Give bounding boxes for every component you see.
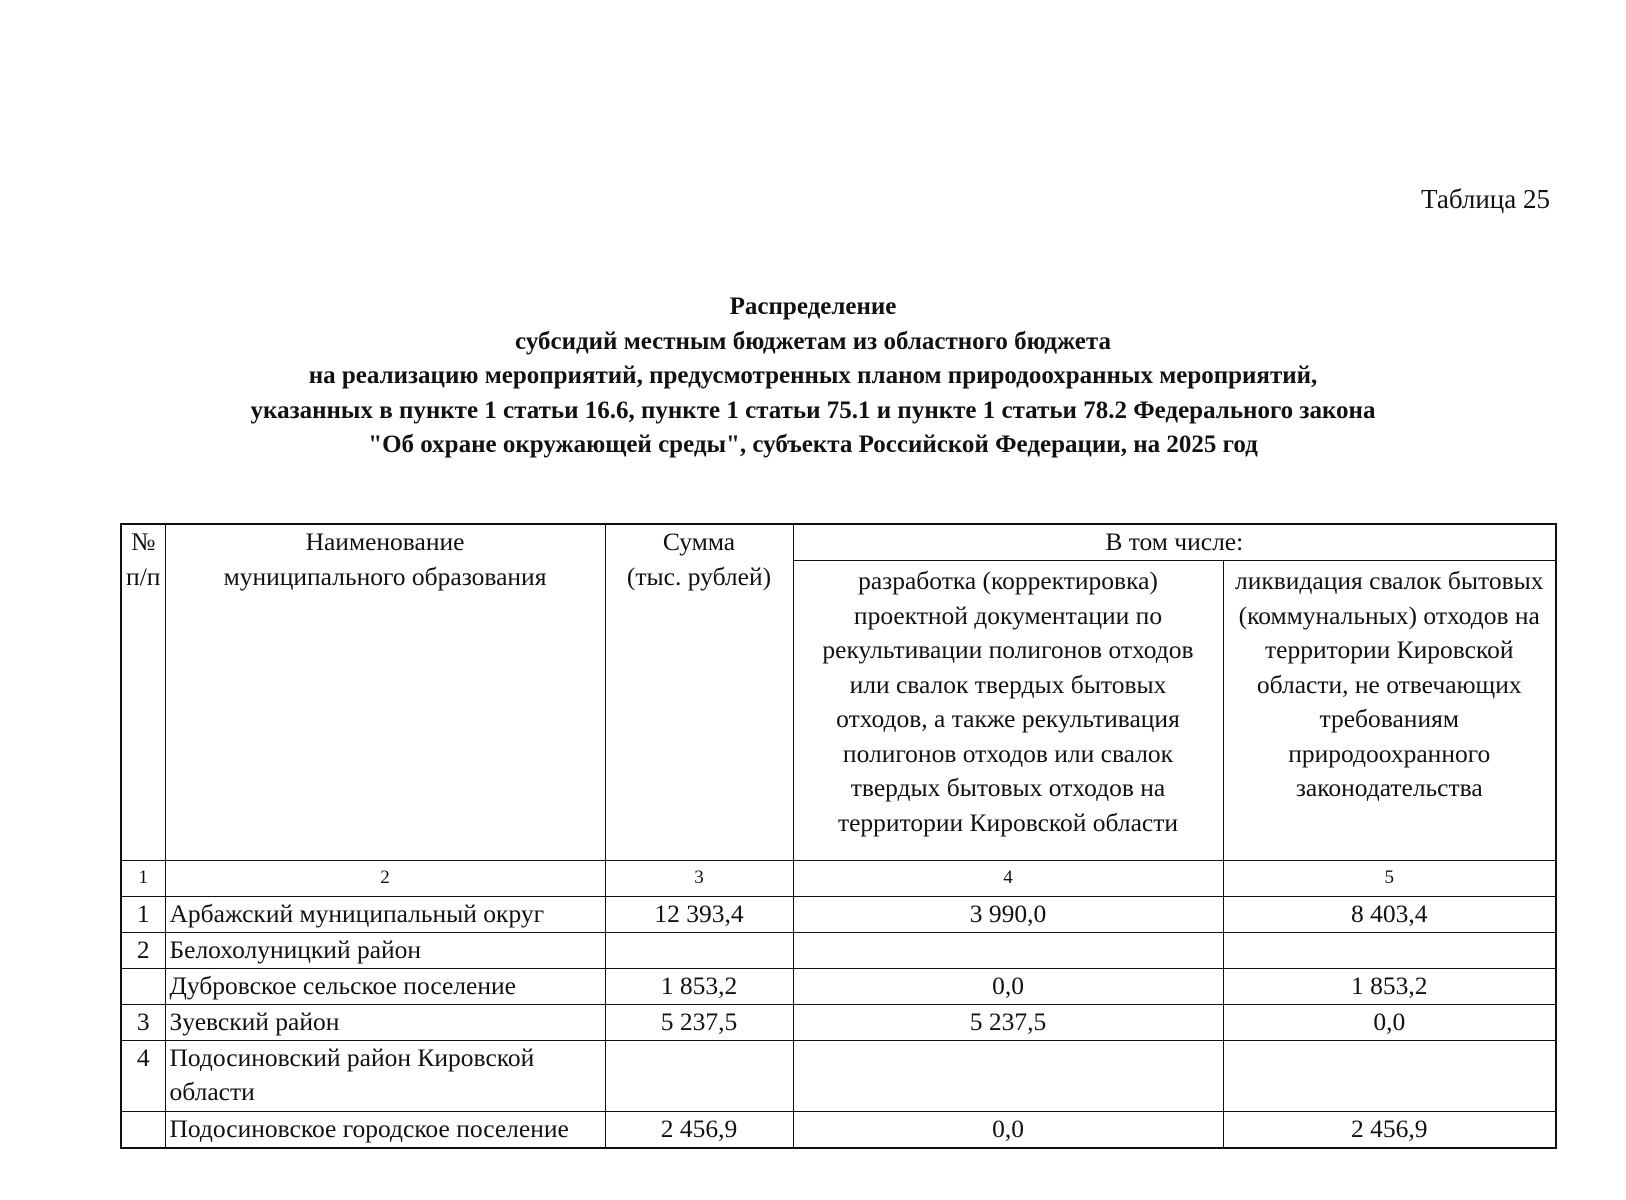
header-num-line1: № <box>131 527 156 556</box>
table-row <box>121 932 1556 968</box>
col4-value <box>793 932 1223 968</box>
table-row <box>121 1004 1556 1040</box>
municipality-name: Дубровское сельское поселение <box>165 968 605 1004</box>
col5-value: 2 456,9 <box>1223 1111 1556 1148</box>
col5-value: 0,0 <box>1223 1004 1556 1040</box>
row-number: 1 <box>121 896 165 932</box>
header-sum-line2: (тыс. рублей) <box>626 561 772 591</box>
header-name-line1: Наименование <box>305 527 465 556</box>
col5-value <box>1223 932 1556 968</box>
header-num-line2: п/п <box>126 561 161 591</box>
header-sum-line1: Сумма <box>662 527 736 556</box>
sum-value: 12 393,4 <box>605 896 793 932</box>
title-line: Распределение <box>729 293 897 320</box>
column-number-row <box>121 861 1556 897</box>
table-row <box>121 968 1556 1004</box>
table-row <box>121 1111 1556 1148</box>
table-row <box>121 1040 1556 1111</box>
municipality-name: Зуевский район <box>165 1004 605 1040</box>
row-number: 4 <box>121 1040 165 1111</box>
col4-value: 0,0 <box>793 1111 1223 1148</box>
header-col4: разработка (корректировка) проектной документации по рекультивации полигонов отходов или свалок твердых бытовых отходов, а также рекультивация полигонов отходов или свалок твердых бытовых отходов на территории Кировской области <box>793 561 1223 861</box>
municipality-name: Подосиновское городское поселение <box>165 1111 605 1148</box>
sum-value: 2 456,9 <box>605 1111 793 1148</box>
header-name <box>165 524 605 861</box>
title-line: на реализацию мероприятий, предусмотренных планом природоохранных мероприятий, <box>308 362 1318 389</box>
table-number: Таблица 25 <box>1421 184 1550 214</box>
col4-value: 5 237,5 <box>793 1004 1223 1040</box>
sum-value <box>605 932 793 968</box>
col5-value <box>1223 1040 1556 1111</box>
header-num <box>121 524 165 861</box>
row-number: 3 <box>121 1004 165 1040</box>
municipality-name: Подосиновский район Кировской области <box>165 1040 605 1111</box>
row-number <box>121 1111 165 1148</box>
municipality-name: Арбажский муниципальный округ <box>165 896 605 932</box>
col4-value: 0,0 <box>793 968 1223 1004</box>
sum-value <box>605 1040 793 1111</box>
col4-value: 3 990,0 <box>793 896 1223 932</box>
col5-value: 8 403,4 <box>1223 896 1556 932</box>
municipality-name: Белохолуницкий район <box>165 932 605 968</box>
row-number: 2 <box>121 932 165 968</box>
header-including: В том числе: <box>793 524 1556 561</box>
row-number <box>121 968 165 1004</box>
column-number: 5 <box>1223 861 1556 897</box>
col5-value: 1 853,2 <box>1223 968 1556 1004</box>
column-number: 4 <box>793 861 1223 897</box>
header-name-line2: муниципального образования <box>223 561 547 591</box>
document-title <box>0 290 1626 463</box>
title-line: "Об охране окружающей среды", субъекта Российской Федерации, на 2025 год <box>368 431 1258 458</box>
title-line: указанных в пункте 1 статьи 16.6, пункте 1 статьи 75.1 и пункте 1 статьи 78.2 Федерального закона <box>250 396 1376 424</box>
header-row <box>121 524 1556 561</box>
header-col5: ликвидация свалок бытовых (коммунальных) отходов на территории Кировской области, не отвечающих требованиям природоохранного законодательства <box>1223 561 1556 861</box>
col4-value <box>793 1040 1223 1111</box>
table-row <box>121 896 1556 932</box>
column-number: 3 <box>605 861 793 897</box>
subsidy-table <box>120 523 1557 1149</box>
header-sum <box>605 524 793 861</box>
column-number: 2 <box>165 861 605 897</box>
title-line: субсидий местным бюджетам из областного бюджета <box>515 327 1111 355</box>
sum-value: 1 853,2 <box>605 968 793 1004</box>
sum-value: 5 237,5 <box>605 1004 793 1040</box>
column-number: 1 <box>121 861 165 897</box>
